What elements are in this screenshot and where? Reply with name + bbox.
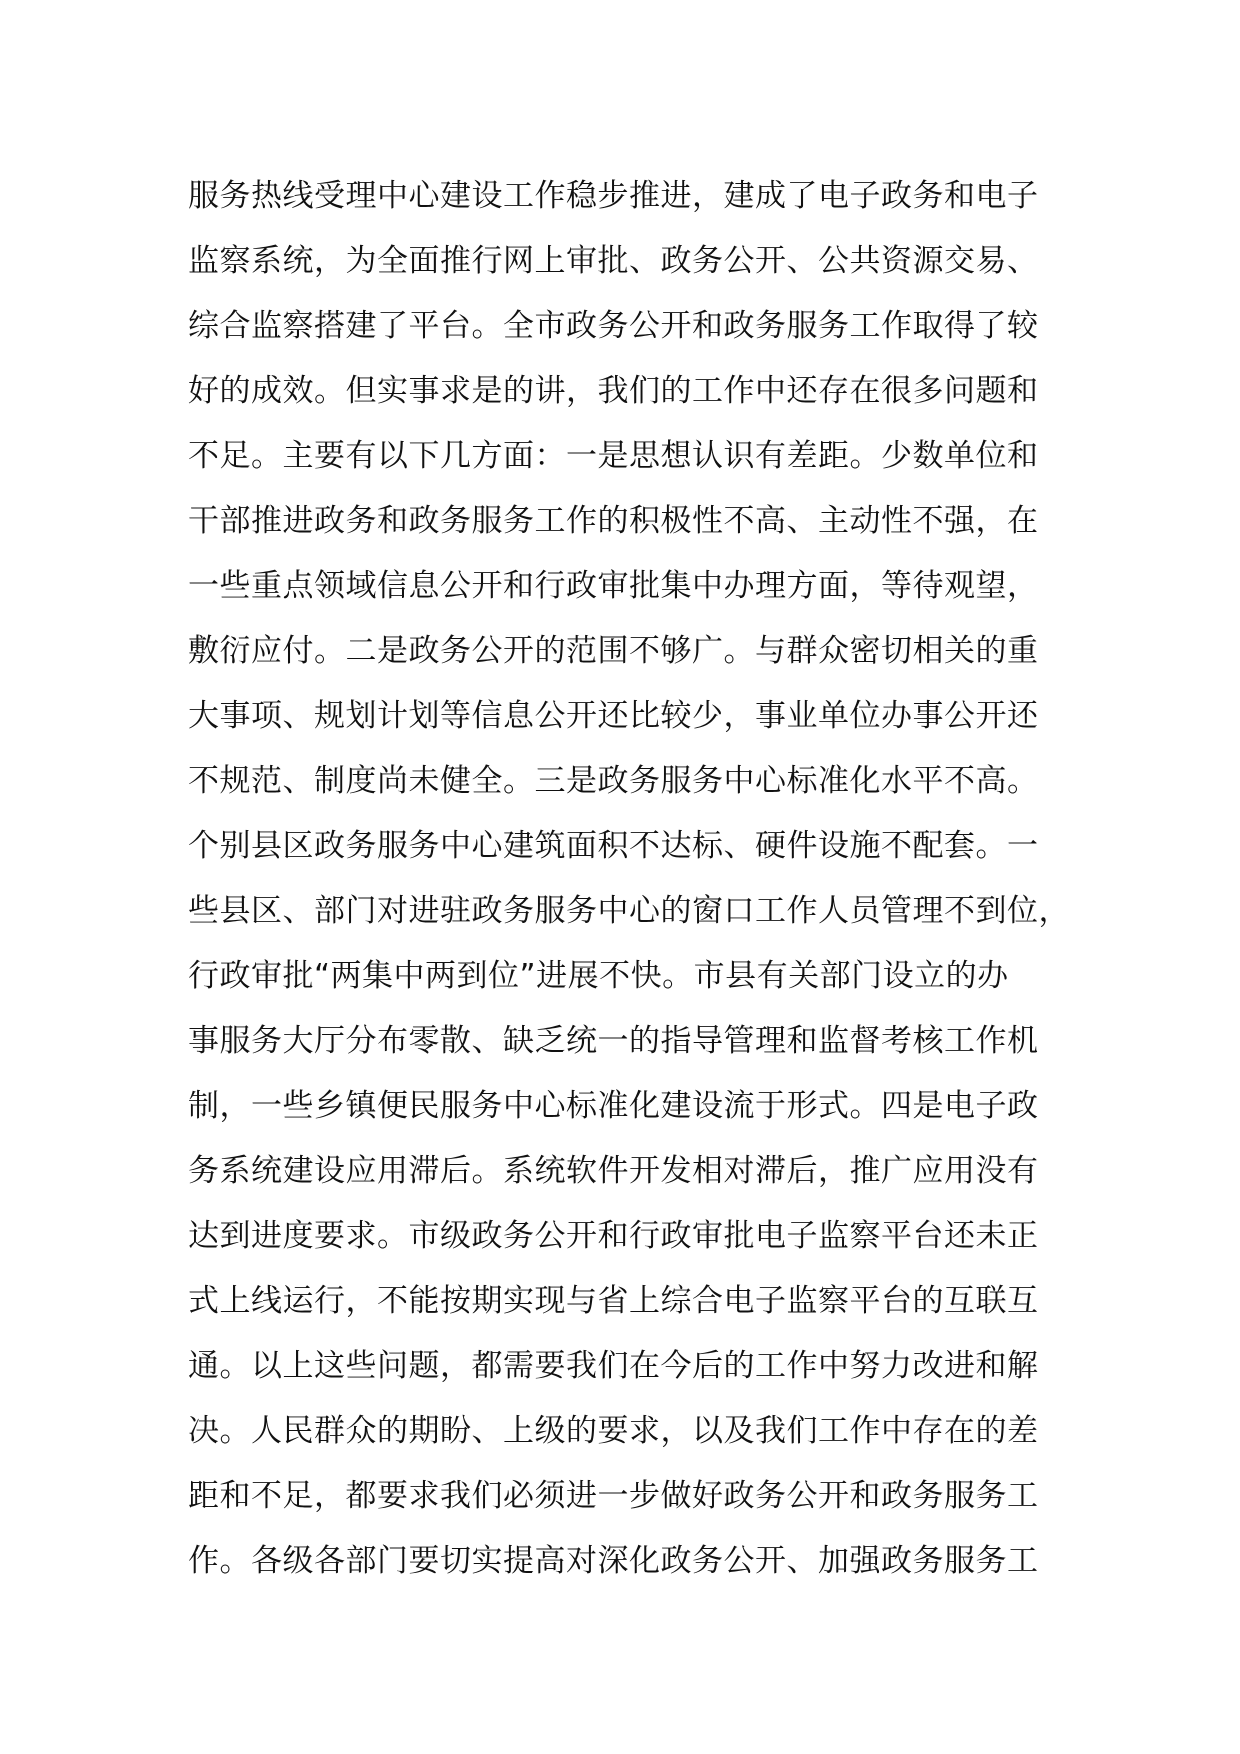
text-line: 通。以上这些问题，都需要我们在今后的工作中努力改进和解 <box>188 1348 1039 1384</box>
text-line: 一些重点领域信息公开和行政审批集中办理方面，等待观望， <box>188 568 1039 604</box>
text-line: 决。人民群众的期盼、上级的要求，以及我们工作中存在的差 <box>188 1413 1039 1449</box>
text-line: 些县区、部门对进驻政务服务中心的窗口工作人员管理不到位， <box>188 893 1070 929</box>
text-line: 制，一些乡镇便民服务中心标准化建设流于形式。四是电子政 <box>188 1088 1039 1124</box>
text-line: 好的成效。但实事求是的讲，我们的工作中还存在很多问题和 <box>188 373 1039 409</box>
text-line: 敷衍应付。二是政务公开的范围不够广。与群众密切相关的重 <box>188 633 1039 669</box>
text-line: 事服务大厅分布零散、缺乏统一的指导管理和监督考核工作机 <box>188 1023 1039 1059</box>
text-line: 达到进度要求。市级政务公开和行政审批电子监察平台还未正 <box>188 1218 1039 1254</box>
text-line: 务系统建设应用滞后。系统软件开发相对滞后，推广应用没有 <box>188 1153 1039 1189</box>
body-text <box>188 164 1088 1594</box>
text-line: 不规范、制度尚未健全。三是政务服务中心标准化水平不高。 <box>188 763 1039 799</box>
text-line: 作。各级各部门要切实提高对深化政务公开、加强政务服务工 <box>188 1543 1039 1579</box>
text-line: 监察系统，为全面推行网上审批、政务公开、公共资源交易、 <box>188 243 1039 279</box>
text-line: 不足。主要有以下几方面：一是思想认识有差距。少数单位和 <box>188 438 1039 474</box>
text-line: 服务热线受理中心建设工作稳步推进，建成了电子政务和电子 <box>188 178 1039 214</box>
text-line: 综合监察搭建了平台。全市政务公开和政务服务工作取得了较 <box>188 308 1039 344</box>
text-line: 距和不足，都要求我们必须进一步做好政务公开和政务服务工 <box>188 1478 1039 1514</box>
text-line: 式上线运行，不能按期实现与省上综合电子监察平台的互联互 <box>188 1283 1039 1319</box>
text-line: 干部推进政务和政务服务工作的积极性不高、主动性不强，在 <box>188 503 1039 539</box>
text-line: 行政审批“两集中两到位”进展不快。市县有关部门设立的办 <box>188 958 1009 994</box>
text-line: 个别县区政务服务中心建筑面积不达标、硬件设施不配套。一 <box>188 828 1039 864</box>
text-line: 大事项、规划计划等信息公开还比较少，事业单位办事公开还 <box>188 698 1039 734</box>
